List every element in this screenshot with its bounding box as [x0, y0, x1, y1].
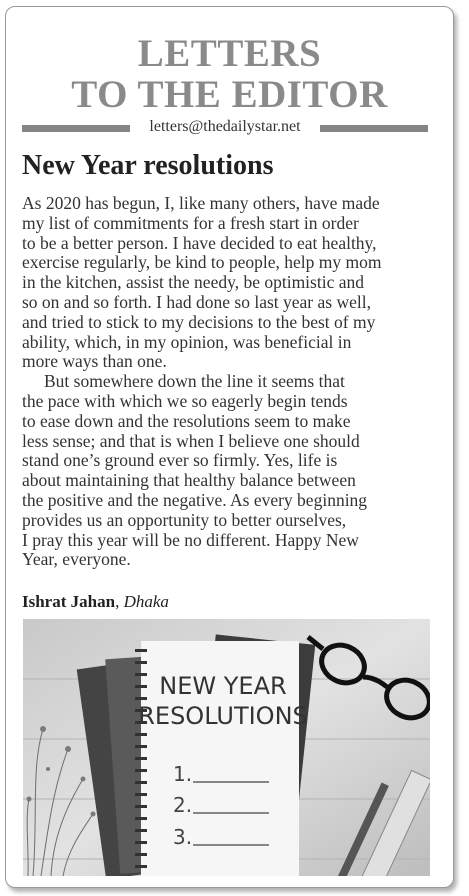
- list-number-1: 1.: [173, 762, 193, 786]
- body-line: the pace with which we so eagerly begin tends: [22, 390, 348, 411]
- body-line: As 2020 has begun, I, like many others, have made: [22, 193, 380, 213]
- body-line: ability, which, in my opinion, was beneficial in: [22, 331, 352, 352]
- masthead-line-1: LETTERS: [137, 32, 322, 75]
- section-masthead: [6, 33, 453, 115]
- masthead-line-2: TO THE EDITOR: [71, 73, 388, 116]
- rule-right: [320, 125, 428, 132]
- body-line: provides us an opportunity to better ourselves,: [22, 509, 347, 530]
- list-number-2: 2.: [173, 793, 193, 817]
- body-line: about maintaining that healthy balance between: [22, 470, 356, 491]
- letter-card: [5, 6, 454, 888]
- contact-row: [22, 120, 430, 136]
- body-line: exercise regularly, be kind to people, help my mom: [22, 252, 382, 273]
- notebook-title-line-2: RESOLUTIONS: [138, 702, 308, 730]
- body-line: and tried to stick to my decisions to the best of my: [22, 311, 376, 332]
- letter-headline: New Year resolutions: [22, 150, 274, 181]
- rule-left: [22, 125, 130, 132]
- notebook: [135, 641, 308, 876]
- body-line: so on and so forth. I had done so last year as well,: [22, 291, 371, 312]
- body-line: stand one’s ground ever so firmly. Yes, life is: [22, 450, 338, 471]
- contact-email: letters@thedailystar.net: [149, 118, 301, 135]
- notebook-title-line-1: NEW YEAR: [159, 672, 287, 700]
- body-line: in the kitchen, assist the needy, be optimistic and: [22, 272, 364, 293]
- body-line: the positive and the negative. As every beginning: [22, 489, 368, 510]
- body-line: more ways than one.: [22, 351, 167, 372]
- list-number-3: 3.: [173, 825, 193, 849]
- body-line: I pray this year will be no different. Happy New: [22, 529, 359, 550]
- body-line: to ease down and the resolutions seem to make: [22, 410, 351, 431]
- body-line: less sense; and that is when I believe one should: [22, 430, 360, 451]
- body-line: my list of commitments for a fresh start in order: [22, 212, 359, 233]
- letter-body: [22, 194, 430, 570]
- author-location: Dhaka: [123, 592, 169, 611]
- illustration-photo: [23, 619, 430, 876]
- author-name: Ishrat Jahan: [22, 592, 116, 611]
- body-line: But somewhere down the line it seems that: [44, 371, 345, 392]
- byline-separator: ,: [115, 592, 124, 611]
- body-line: to be a better person. I have decided to eat healthy,: [22, 232, 377, 253]
- body-line: Year, everyone.: [22, 549, 131, 570]
- byline: [22, 592, 169, 612]
